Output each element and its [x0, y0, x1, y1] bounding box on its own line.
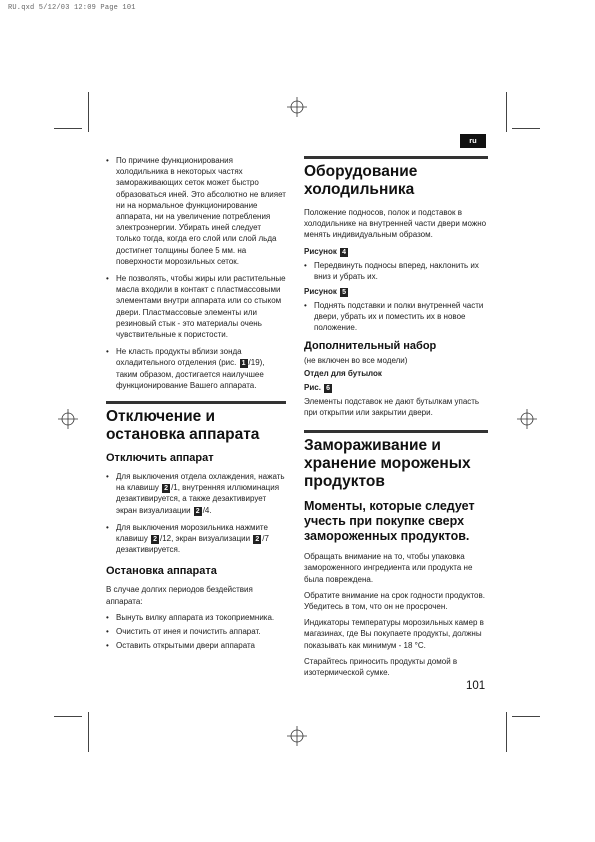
list-item: • Передвинуть подносы вперед, наклонить их вниз и убрать их.	[304, 260, 488, 282]
list-item	[106, 471, 286, 516]
paragraph: Обращать внимание на то, чтобы упаковка замороженного ингредиента или продукта не была повреждена.	[304, 552, 473, 584]
bullet-text: Для выключения морозильника нажмите клавишу	[116, 522, 268, 544]
figure-number-badge: 2	[255, 536, 260, 544]
figure-label: Рисунок 5	[304, 287, 347, 297]
bullet-text: /1, внутренняя иллюминация дезактивируется, а также дезактивирует экран визуализации	[116, 483, 280, 515]
bullet-text: Не позволять, чтобы жиры или растительные масла входили в контакт с пластмассовыми элементами внутри аппарата или со стыком двери. Пластмассовые элементы или резиновый стык - это материалы очень чувствительные к пористости.	[116, 274, 286, 340]
crop-mark	[54, 128, 82, 129]
language-badge: ru	[460, 134, 486, 148]
file-slug: RU.qxd 5/12/03 12:09 Page 101	[8, 4, 136, 12]
registration-mark-icon	[517, 409, 537, 429]
section-title: Оборудование холодильника	[304, 163, 418, 198]
paragraph: Элементы подставок не дают бутылкам упасть при открытии или закрытии двери.	[304, 396, 480, 418]
crop-mark	[88, 92, 89, 132]
list-item	[106, 522, 286, 556]
paragraph: В случае долгих периодов бездействия аппарата:	[106, 585, 253, 606]
figure-number-badge: 2	[153, 536, 157, 544]
list-item: • Оставить открытыми двери аппарата	[106, 640, 286, 651]
subsection-title: Моменты, которые следует учесть при покупке сверх замороженных продуктов.	[304, 499, 475, 544]
bullet-text: По причине функционирования холодильника в некоторых частях замораживающих сеток может быстро образоваться иней. Это абсолютно не влияет ни на нормальное функционирование аппарата, ни на увеличение потребления электроэнергии. Убирать иней следует только тогда, когда его слой или слой льда достигнет толщины более 5 мм. на поверхности морозильных сеток.	[116, 156, 286, 266]
figure-number-badge: 2	[195, 507, 200, 515]
crop-mark	[88, 712, 89, 752]
section-title: Замораживание и хранение мороженых продуктов	[304, 437, 471, 491]
registration-mark-icon	[287, 726, 307, 746]
list-item: • Очистить от инея и почистить аппарат.	[106, 626, 286, 637]
crop-mark	[512, 128, 540, 129]
list-item: • Поднять подставки и полки внутренней части двери, убрать их и поместить их в новое положение.	[304, 300, 488, 334]
crop-mark	[512, 716, 540, 717]
registration-mark-icon	[287, 97, 307, 117]
figure-number-badge: 1	[241, 360, 246, 368]
right-column	[304, 156, 488, 683]
subsection-title: Остановка аппарата	[106, 565, 217, 578]
bullet-text: Не класть продукты вблизи зонда охладительного отделения (рис.	[116, 347, 242, 368]
registration-mark-icon	[58, 409, 78, 429]
bullet-text: /12, экран визуализации	[159, 534, 253, 544]
crop-mark	[54, 716, 82, 717]
figure-label: Рис. 6	[304, 382, 331, 392]
paragraph: Обратите внимание на срок годности продуктов. Убедитесь в том, что он не просрочен.	[304, 590, 485, 612]
subsection-title: Дополнительный набор	[304, 339, 437, 352]
paragraph: Старайтесь приносить продукты домой в изотермической сумке.	[304, 656, 458, 678]
paragraph: Индикаторы температуры морозильных камер в магазинах, где Вы покупаете продукты, должны показывать как минимум - 18 °C.	[304, 618, 484, 650]
figure-label: Рисунок 4	[304, 246, 347, 256]
figure-number-badge: 4	[342, 248, 347, 256]
figure-number-badge: 5	[342, 289, 347, 297]
bullet-text: /19), таким образом, достигается наилучшее функционирование Вашего аппарата.	[116, 358, 265, 390]
list-item	[106, 155, 286, 267]
paragraph: Положение подносов, полок и подставок в холодильнике на внутренней части двери можно менять индивидуальным образом.	[304, 208, 487, 240]
figure-number-badge: 6	[326, 384, 331, 392]
figure-number-badge: 2	[164, 485, 169, 493]
bullet-text: /7 дезактивируется.	[116, 534, 269, 555]
crop-mark	[506, 712, 507, 752]
bullet-text: Для выключения отдела охлаждения, нажать на клавишу	[116, 472, 285, 493]
page-number: 101	[466, 680, 486, 692]
bullet-text: /4.	[202, 505, 212, 515]
bottle-shelf-label: Отдел для бутылок	[304, 368, 382, 378]
note-text: (не включен во все модели)	[304, 355, 408, 365]
list-item: • Вынуть вилку аппарата из токоприемника.	[106, 612, 286, 623]
crop-mark	[506, 92, 507, 132]
left-column	[106, 155, 286, 655]
section-rule	[304, 430, 488, 433]
section-rule	[304, 156, 488, 159]
section-rule	[106, 401, 286, 404]
list-item	[106, 346, 286, 391]
list-item	[106, 273, 286, 340]
subsection-title: Отключить аппарат	[106, 452, 214, 465]
section-title: Отключение и остановка аппарата	[106, 408, 260, 444]
